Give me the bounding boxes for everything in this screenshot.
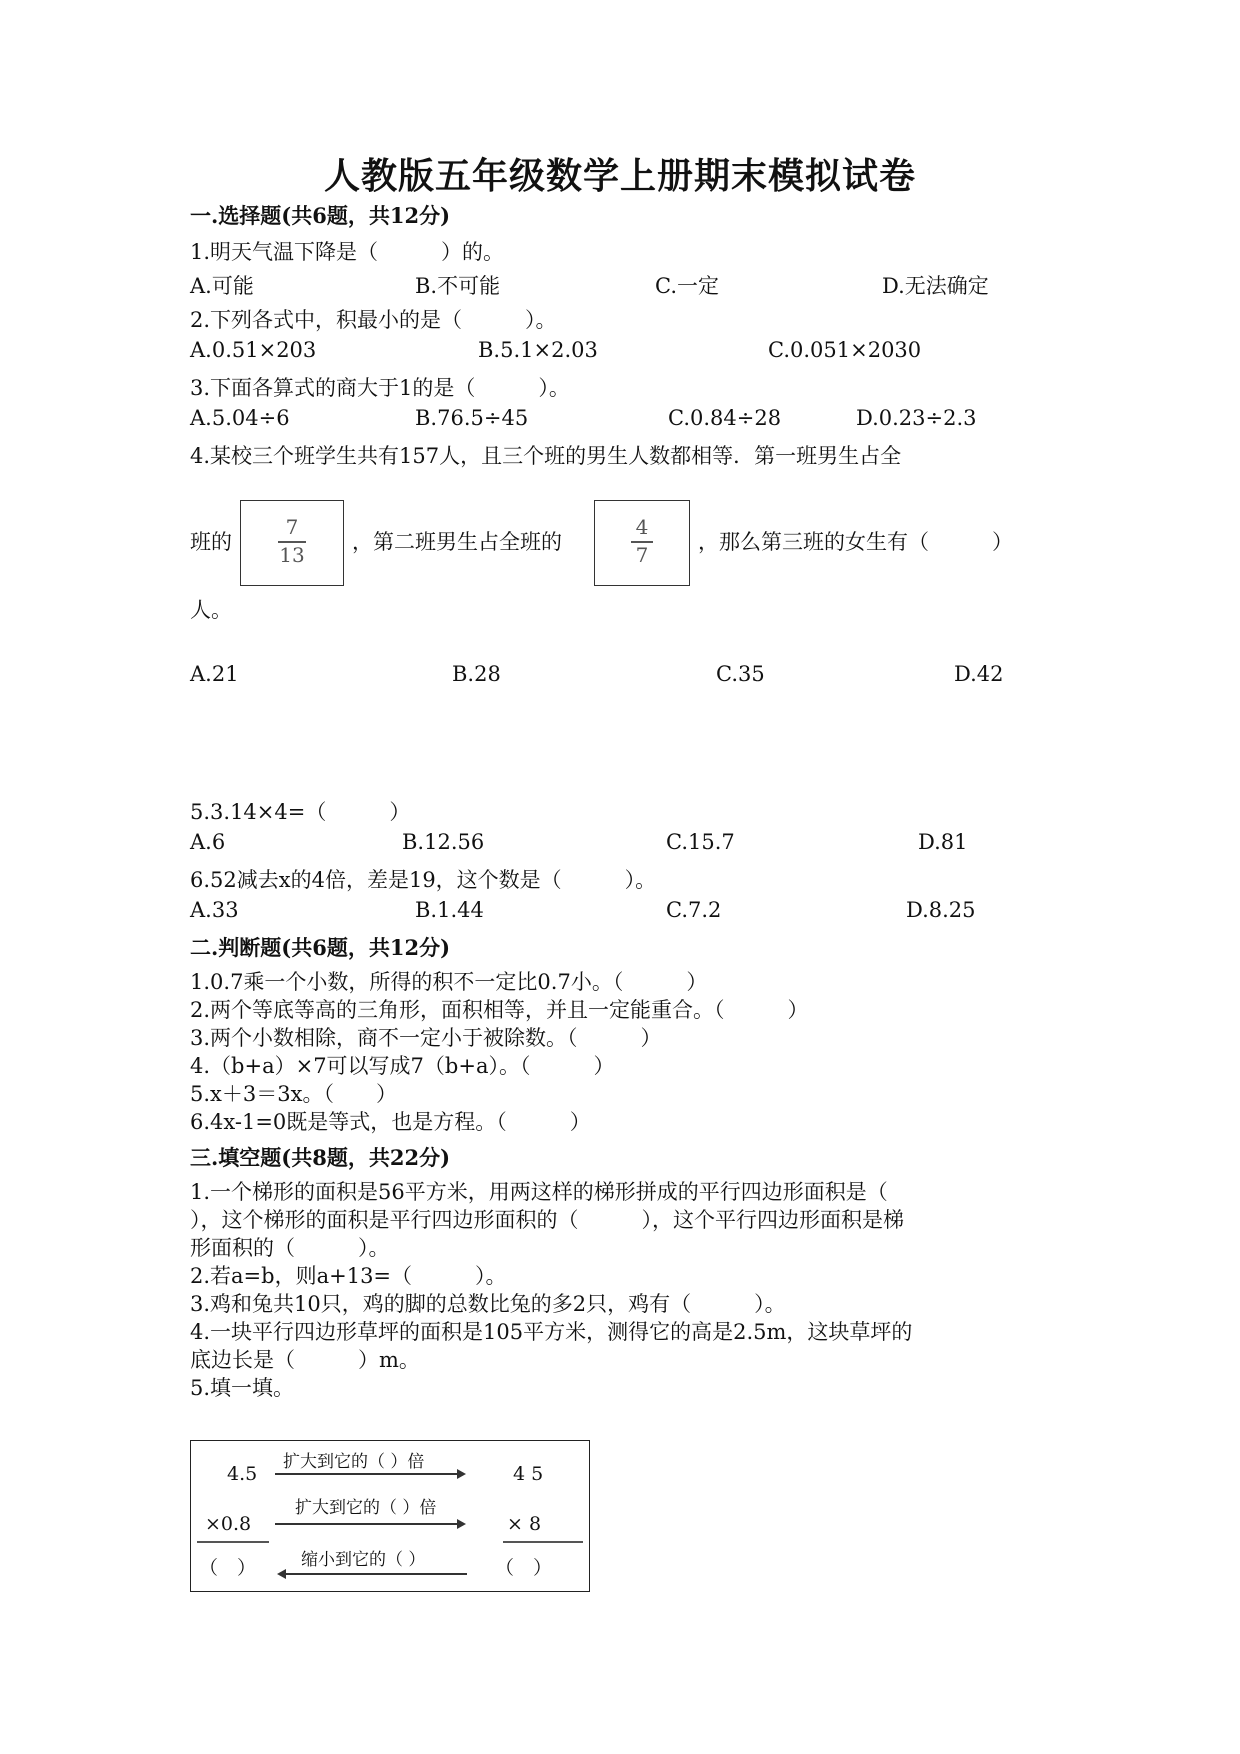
fraction-denominator: 7	[635, 543, 649, 567]
q2-stem: 2.下列各式中，积最小的是（ ）。	[190, 308, 557, 332]
q2-option-a: A.0.51×203	[190, 338, 317, 362]
fraction-7-13-image	[240, 500, 344, 586]
fill-q3: 3.鸡和兔共10只，鸡的脚的总数比兔的多2只，鸡有（ ）。	[190, 1292, 786, 1316]
q4-stem-line1: 4.某校三个班学生共有157人，且三个班的男生人数都相等．第一班男生占全	[190, 444, 902, 468]
underline-right	[503, 1541, 583, 1543]
judge-item-5: 5.x＋3＝3x。（ ）	[190, 1082, 397, 1106]
fill-q4-line1: 4.一块平行四边形草坪的面积是105平方米，测得它的高是2.5m，这块草坪的	[190, 1320, 913, 1344]
arrow-left-3	[285, 1573, 467, 1575]
diagram-left-bottom: （ ）	[199, 1557, 257, 1579]
q4-option-a: A.21	[190, 662, 239, 686]
judge-item-6: 6.4x-1=0既是等式，也是方程。（ ）	[190, 1110, 591, 1134]
diagram-left-top: 4.5	[227, 1463, 258, 1485]
q5-stem: 5.3.14×4=（ ）	[190, 800, 411, 824]
q6-stem: 6.52减去x的4倍，差是19，这个数是（ ）。	[190, 868, 657, 892]
arrow3-label: 缩小到它的（ ）	[301, 1550, 426, 1570]
q3-option-a: A.5.04÷6	[190, 406, 290, 430]
q1-option-d: D.无法确定	[882, 274, 989, 298]
q1-option-a: A.可能	[190, 274, 254, 298]
q4-text-c: ，那么第三班的女生有（ ）	[698, 530, 1013, 554]
q3-option-c: C.0.84÷28	[668, 406, 782, 430]
q2-option-b: B.5.1×2.03	[478, 338, 598, 362]
diagram-right-mid: × 8	[507, 1513, 542, 1535]
q6-option-a: A.33	[190, 898, 239, 922]
page-title: 人教版五年级数学上册期末模拟试卷	[323, 155, 916, 197]
arrow2-label: 扩大到它的（ ）倍	[295, 1498, 437, 1518]
judge-item-3: 3.两个小数相除，商不一定小于被除数。（ ）	[190, 1026, 662, 1050]
judge-item-2: 2.两个等底等高的三角形，面积相等，并且一定能重合。（ ）	[190, 998, 809, 1022]
fill-q1-line3: 形面积的（ ）。	[190, 1236, 390, 1260]
fill-in-diagram	[190, 1440, 590, 1592]
q1-option-c: C.一定	[655, 274, 719, 298]
judge-item-1: 1.0.7乘一个小数，所得的积不一定比0.7小。（ ）	[190, 970, 708, 994]
q4-option-d: D.42	[954, 662, 1004, 686]
fill-q5: 5.填一填。	[190, 1376, 295, 1400]
q5-option-a: A.6	[190, 830, 226, 854]
judge-item-4: 4.（b+a）×7可以写成7（b+a）。（ ）	[190, 1054, 615, 1078]
diagram-right-bottom: （ ）	[495, 1557, 553, 1579]
q4-stem-line3: 人。	[190, 598, 232, 622]
arrow-right-icon	[457, 1469, 466, 1479]
q2-option-c: C.0.051×2030	[768, 338, 922, 362]
q6-option-d: D.8.25	[906, 898, 976, 922]
fill-q4-line2: 底边长是（ ）m。	[190, 1348, 420, 1372]
q1-stem: 1.明天气温下降是（ ）的。	[190, 240, 505, 264]
fill-q1-line1: 1.一个梯形的面积是56平方米，用两这样的梯形拼成的平行四边形面积是（	[190, 1180, 888, 1204]
fraction-4-7-image	[594, 500, 690, 586]
q3-option-b: B.76.5÷45	[415, 406, 529, 430]
fill-q1-line2: ），这个梯形的面积是平行四边形面积的（ ），这个平行四边形面积是梯	[190, 1208, 904, 1232]
section-heading-choice: 一.选择题(共6题，共12分)	[190, 203, 451, 228]
arrow-right-icon	[457, 1519, 466, 1529]
q4-option-c: C.35	[716, 662, 765, 686]
q5-option-d: D.81	[918, 830, 968, 854]
underline-left	[197, 1541, 269, 1543]
arrow1-label: 扩大到它的（ ）倍	[283, 1452, 425, 1472]
section-heading-judge: 二.判断题(共6题，共12分)	[190, 935, 451, 960]
fraction-numerator: 4	[635, 515, 649, 539]
q4-text-b: ，第二班男生占全班的	[352, 530, 562, 554]
q3-stem: 3.下面各算式的商大于1的是（ ）。	[190, 376, 570, 400]
q5-option-c: C.15.7	[666, 830, 735, 854]
q6-option-c: C.7.2	[666, 898, 722, 922]
fraction-denominator: 13	[279, 543, 305, 567]
q5-option-b: B.12.56	[402, 830, 485, 854]
q4-option-b: B.28	[452, 662, 501, 686]
q3-option-d: D.0.23÷2.3	[856, 406, 977, 430]
section-heading-fill: 三.填空题(共8题，共22分)	[190, 1145, 451, 1170]
fraction-numerator: 7	[285, 515, 299, 539]
fill-q2: 2.若a=b，则a+13=（ ）。	[190, 1264, 507, 1288]
q4-text-a: 班的	[190, 530, 232, 554]
arrow-right-1	[275, 1473, 457, 1475]
diagram-right-top: 4 5	[513, 1463, 544, 1485]
arrow-right-2	[275, 1523, 457, 1525]
diagram-left-mid: ×0.8	[205, 1513, 252, 1535]
q6-option-b: B.1.44	[415, 898, 484, 922]
q1-option-b: B.不可能	[415, 274, 501, 298]
